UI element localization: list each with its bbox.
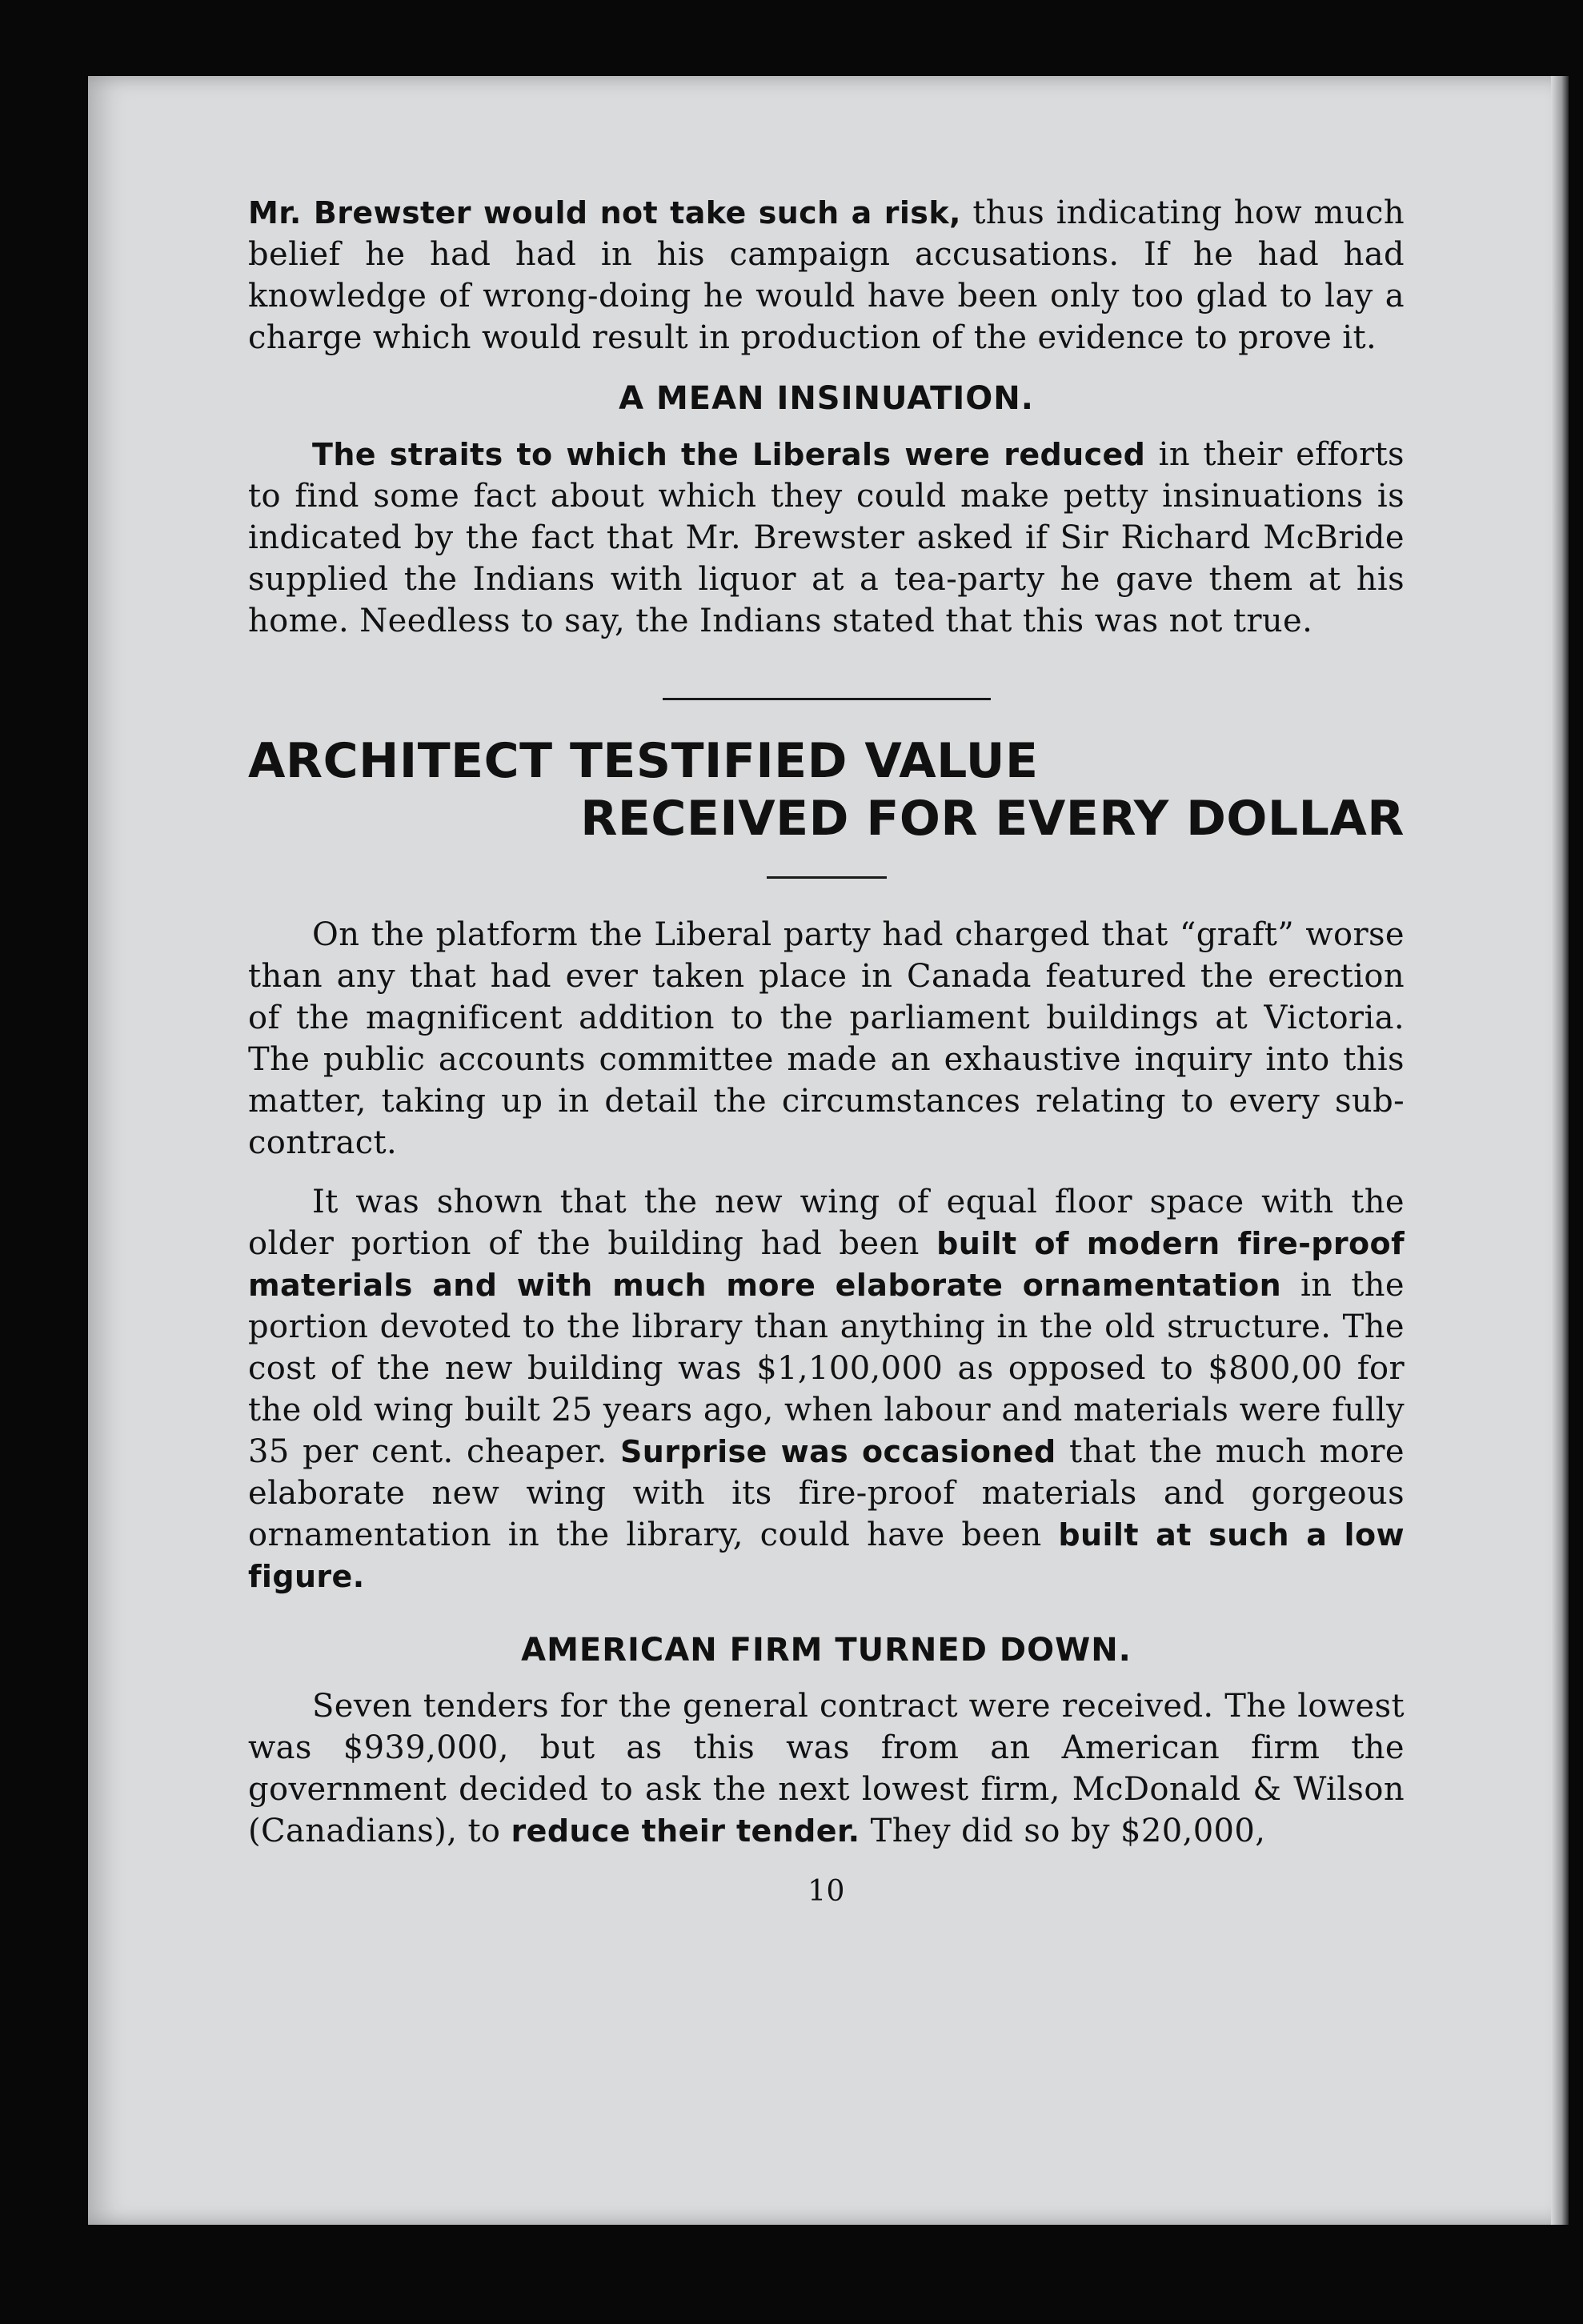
body-text: that the much more elaborate new wing with its fire-proof materials and gorgeous ornamentation in the library, could have been <box>248 1433 1405 1553</box>
body-text: They did so by $20,000, <box>860 1813 1266 1849</box>
bold-text: built at such a low figure. <box>248 1517 1405 1594</box>
headline-line-2: RECEIVED FOR EVERY DOLLAR <box>580 791 1405 847</box>
page-edge <box>1551 76 1569 2225</box>
bold-text: reduce their tender. <box>511 1813 860 1849</box>
headline-line-1: ARCHITECT TESTIFIED VALUE <box>248 733 1039 789</box>
page-number: 10 <box>808 1875 845 1908</box>
paragraph-seven-tenders <box>248 1685 1405 1852</box>
paragraph-graft-charge: On the platform the Liberal party had charged that “graft” worse than any that had ever taken place in Canada featured the erection of the magnificent addition to the parliament buildings at Victoria. The public accounts committee made an exhaustive inquiry into this matter, taking up in detail the circumstances relating to every sub-contract. <box>248 916 1405 1161</box>
page-text <box>248 192 1405 1913</box>
headline-divider <box>767 876 887 879</box>
bold-text: built of modern fire-proof materials and with much more elaborate ornamentation <box>248 1226 1405 1303</box>
body-text: It was shown that the new wing of equal floor space with the older portion of the building had been <box>248 1184 1405 1262</box>
body-text: thus indicating how much belief he had had in his campaign accusations. If he had had knowledge of wrong-doing he would have been only too glad to lay a charge which would result in production of the evidence to prove it. <box>248 194 1405 356</box>
paragraph-straits <box>248 434 1405 642</box>
section-divider <box>663 698 991 700</box>
bold-text: Mr. Brewster would not take such a risk, <box>248 195 961 230</box>
body-text: Seven tenders for the general contract were received. The lowest was $939,000, but as this was from an American firm the government decided to ask the next lowest firm, McDonald & Wilson (Canadians), to <box>248 1688 1405 1849</box>
bold-text: Surprise was occasioned <box>619 1434 1056 1469</box>
bold-text: The straits to which the Liberals were reduced <box>312 437 1146 472</box>
body-text: in the portion devoted to the library than anything in the old structure. The cost of the new building was $1,100,000 as opposed to $800,00 for the old wing built 25 years ago, when labour and materials were fully 35 per cent. cheaper. <box>248 1267 1405 1470</box>
section-headline <box>248 732 1405 847</box>
body-text: in their efforts to find some fact about which they could make petty insinuations is indicated by the fact that Mr. Brewster asked if Sir Richard McBride supplied the Indians with liquor at a tea-party he gave them at his home. Needless to say, the Indians stated that this was not true. <box>248 436 1405 639</box>
paragraph-brewster-risk <box>248 192 1405 359</box>
subheading-american-firm: AMERICAN FIRM TURNED DOWN. <box>521 1632 1132 1669</box>
paragraph-new-wing <box>248 1181 1405 1597</box>
subheading-mean-insinuation: A MEAN INSINUATION. <box>619 380 1034 417</box>
